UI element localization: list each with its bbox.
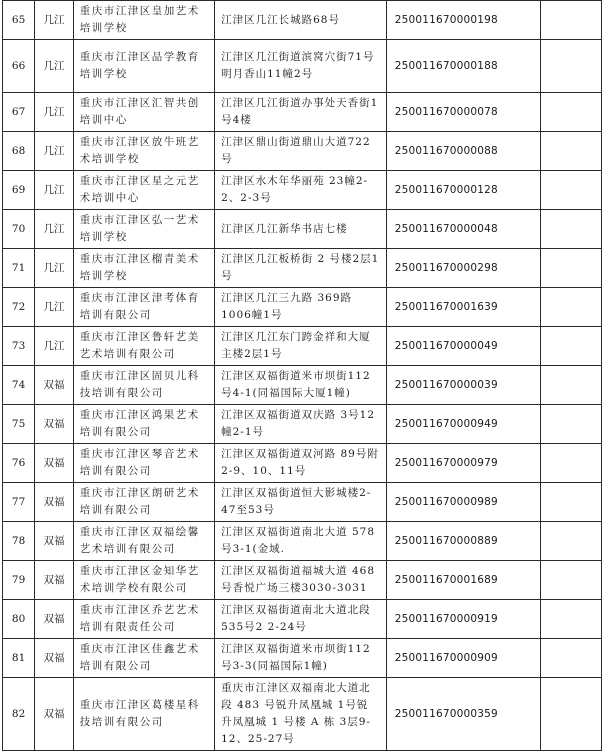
table-row (3, 678, 602, 751)
institution-name: 重庆市江津区品学教育培训学校 (73, 40, 214, 93)
institution-name: 重庆市江津区固贝儿科技培训有限公司 (73, 366, 214, 405)
institution-name: 重庆市江津区星之元艺术培训中心 (73, 171, 214, 210)
license-code: 250011670000909 (386, 639, 540, 678)
address-cell: 江津区几江三九路 369路1006幢1号 (215, 288, 387, 327)
institution-name: 重庆市江津区津考体育培训有限公司 (73, 288, 214, 327)
area-cell: 双福 (35, 639, 73, 678)
license-code: 250011670000088 (386, 132, 540, 171)
extra-cell (540, 288, 601, 327)
address-cell: 江津区双福街道恒大影城楼2-47至53号 (215, 483, 387, 522)
area-cell: 几江 (35, 40, 73, 93)
institution-name: 重庆市江津区弘一艺术培训学校 (73, 210, 214, 249)
institution-name: 重庆市江津区汇智共创培训中心 (73, 93, 214, 132)
license-code: 250011670000048 (386, 210, 540, 249)
extra-cell (540, 600, 601, 639)
area-cell: 双福 (35, 678, 73, 751)
institution-name: 重庆市江津区鲁轩艺美艺术培训有限公司 (73, 327, 214, 366)
row-number: 76 (3, 444, 35, 483)
extra-cell (540, 40, 601, 93)
address-cell: 江津区几江街道滨窝穴街71号明月香山11幢2号 (215, 40, 387, 93)
institution-name: 重庆市江津区琴音艺术培训有限公司 (73, 444, 214, 483)
extra-cell (540, 93, 601, 132)
address-cell: 江津区双福街道南北大道北段535号2 2-24号 (215, 600, 387, 639)
extra-cell (540, 444, 601, 483)
extra-cell (540, 132, 601, 171)
table-row (3, 639, 602, 678)
extra-cell (540, 522, 601, 561)
extra-cell (540, 483, 601, 522)
row-number: 75 (3, 405, 35, 444)
area-cell: 双福 (35, 366, 73, 405)
license-code: 250011670000298 (386, 249, 540, 288)
institution-name: 重庆市江津区佳鑫艺术培训有限公司 (73, 639, 214, 678)
row-number: 82 (3, 678, 35, 751)
area-cell: 几江 (35, 171, 73, 210)
extra-cell (540, 249, 601, 288)
address-cell: 江津区双福街道米市坝街112号3-3(同福国际1幢) (215, 639, 387, 678)
institution-name: 重庆市江津区榴青美术培训学校 (73, 249, 214, 288)
row-number: 71 (3, 249, 35, 288)
address-cell: 江津区双福街道双庆路 3号12幢2-1号 (215, 405, 387, 444)
extra-cell (540, 327, 601, 366)
table-row (3, 249, 602, 288)
table-row (3, 288, 602, 327)
institution-name: 重庆市江津区双福绘馨艺术培训有限公司 (73, 522, 214, 561)
row-number: 80 (3, 600, 35, 639)
table-row (3, 132, 602, 171)
institution-name: 重庆市江津区鸿果艺术培训有限公司 (73, 405, 214, 444)
area-cell: 双福 (35, 405, 73, 444)
license-code: 250011670000188 (386, 40, 540, 93)
institution-name: 重庆市江津区葛楼星科技培训有限公司 (73, 678, 214, 751)
row-number: 77 (3, 483, 35, 522)
area-cell: 几江 (35, 249, 73, 288)
area-cell: 几江 (35, 288, 73, 327)
area-cell: 几江 (35, 210, 73, 249)
area-cell: 几江 (35, 132, 73, 171)
extra-cell (540, 210, 601, 249)
table-row (3, 171, 602, 210)
table-row (3, 327, 602, 366)
address-cell: 江津区双福街道双河路 89号附2-9、10、11号 (215, 444, 387, 483)
table-row (3, 561, 602, 600)
institution-name: 重庆市江津区金知华艺术培训学校有限公司 (73, 561, 214, 600)
table-row (3, 366, 602, 405)
area-cell: 双福 (35, 444, 73, 483)
address-cell: 江津区双福街道福城大道 468号香悦广场三楼3030-3031 (215, 561, 387, 600)
license-code: 250011670000078 (386, 93, 540, 132)
address-cell: 重庆市江津区双福南北大道北段 483 号锐升凤凰城 1号锐升凤凰城 1 号楼 A 栋 3层9-12、25-27号 (215, 678, 387, 751)
table-row (3, 1, 602, 40)
row-number: 69 (3, 171, 35, 210)
institution-name: 重庆市江津区放牛班艺术培训学校 (73, 132, 214, 171)
address-cell: 江津区几江街道办事处天香街1号4楼 (215, 93, 387, 132)
row-number: 74 (3, 366, 35, 405)
extra-cell (540, 1, 601, 40)
area-cell: 双福 (35, 483, 73, 522)
row-number: 72 (3, 288, 35, 327)
row-number: 68 (3, 132, 35, 171)
license-code: 250011670000128 (386, 171, 540, 210)
table-row (3, 40, 602, 93)
address-cell: 江津区几江长城路68号 (215, 1, 387, 40)
area-cell: 双福 (35, 600, 73, 639)
address-cell: 江津区几江板桥街 2 号楼2层1号 (215, 249, 387, 288)
table-row (3, 405, 602, 444)
license-code: 250011670001689 (386, 561, 540, 600)
license-code: 250011670000039 (386, 366, 540, 405)
row-number: 79 (3, 561, 35, 600)
extra-cell (540, 561, 601, 600)
address-cell: 江津区鼎山街道鼎山大道722号 (215, 132, 387, 171)
row-number: 73 (3, 327, 35, 366)
address-cell: 江津区几江新华书店七楼 (215, 210, 387, 249)
extra-cell (540, 171, 601, 210)
license-code: 250011670000949 (386, 405, 540, 444)
row-number: 81 (3, 639, 35, 678)
address-cell: 江津区几江东门跨金祥和大厦主楼2层1号 (215, 327, 387, 366)
license-code: 250011670000919 (386, 600, 540, 639)
table-row (3, 210, 602, 249)
extra-cell (540, 405, 601, 444)
row-number: 67 (3, 93, 35, 132)
registry-table (2, 0, 602, 751)
license-code: 250011670000979 (386, 444, 540, 483)
extra-cell (540, 678, 601, 751)
license-code: 250011670001639 (386, 288, 540, 327)
license-code: 250011670000198 (386, 1, 540, 40)
address-cell: 江津区双福街道南北大道 578号3-1(金域. (215, 522, 387, 561)
area-cell: 双福 (35, 561, 73, 600)
license-code: 250011670000049 (386, 327, 540, 366)
table-body (3, 1, 602, 751)
table-row (3, 600, 602, 639)
institution-name: 重庆市江津区乔艺艺术培训有限责任公司 (73, 600, 214, 639)
table-row (3, 93, 602, 132)
license-code: 250011670000889 (386, 522, 540, 561)
institution-name: 重庆市江津区朗研艺术培训有限公司 (73, 483, 214, 522)
extra-cell (540, 366, 601, 405)
row-number: 70 (3, 210, 35, 249)
institution-name: 重庆市江津区皇加艺术培训学校 (73, 1, 214, 40)
license-code: 250011670000359 (386, 678, 540, 751)
area-cell: 几江 (35, 1, 73, 40)
row-number: 65 (3, 1, 35, 40)
area-cell: 双福 (35, 522, 73, 561)
area-cell: 几江 (35, 93, 73, 132)
table-row (3, 444, 602, 483)
row-number: 66 (3, 40, 35, 93)
address-cell: 江津区水木年华丽苑 23幢2-2、2-3号 (215, 171, 387, 210)
extra-cell (540, 639, 601, 678)
row-number: 78 (3, 522, 35, 561)
address-cell: 江津区双福街道米市坝街112号4-1(同福国际大厦1幢) (215, 366, 387, 405)
license-code: 250011670000989 (386, 483, 540, 522)
table-row (3, 483, 602, 522)
table-row (3, 522, 602, 561)
area-cell: 几江 (35, 327, 73, 366)
